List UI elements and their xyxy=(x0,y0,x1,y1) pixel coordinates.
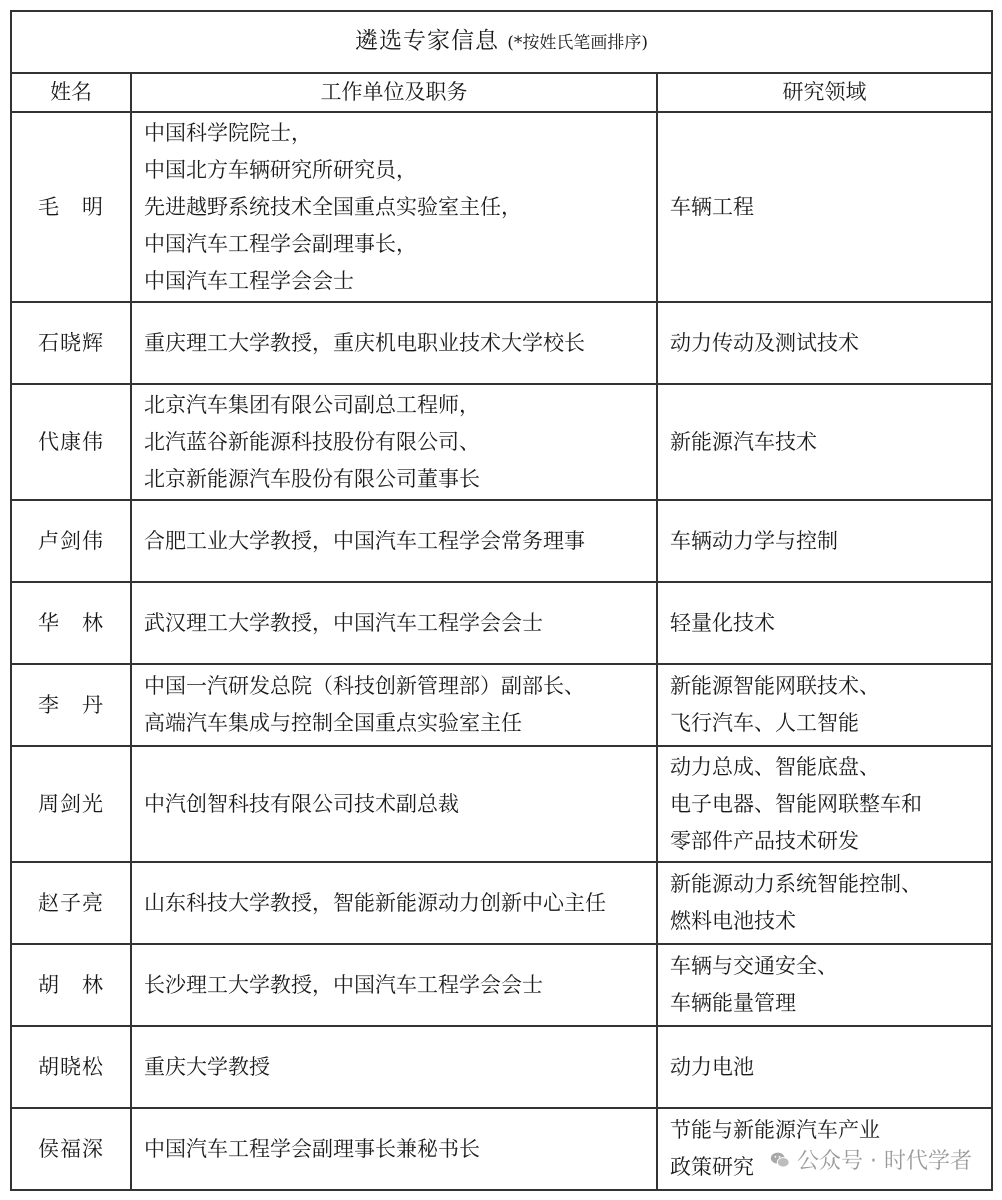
affiliation-line: 山东科技大学教授，智能新能源动力创新中心主任 xyxy=(144,890,606,915)
expert-research-field xyxy=(657,1026,992,1108)
table-row xyxy=(11,862,992,944)
header-field: 研究领域 xyxy=(657,73,992,112)
table-row xyxy=(11,746,992,862)
affiliation-line: 合肥工业大学教授，中国汽车工程学会常务理事 xyxy=(144,528,585,553)
affiliation-line: 中汽创智科技有限公司技术副总裁 xyxy=(144,791,459,816)
affiliation-line: 中国北方车辆研究所研究员， xyxy=(144,157,417,182)
expert-research-field xyxy=(657,500,992,582)
field-line: 政策研究 xyxy=(670,1155,754,1179)
affiliation-line: 中国汽车工程学会副理事长兼秘书长 xyxy=(144,1136,480,1161)
expert-research-field xyxy=(657,664,992,746)
header-name: 姓名 xyxy=(11,73,131,112)
expert-research-field xyxy=(657,944,992,1026)
title-text: 遴选专家信息 xyxy=(354,27,499,54)
expert-affiliation xyxy=(131,500,657,582)
expert-research-field xyxy=(657,112,992,302)
expert-affiliation xyxy=(131,664,657,746)
expert-research-field xyxy=(657,302,992,384)
expert-name: 胡晓松 xyxy=(11,1026,131,1108)
field-line: 车辆工程 xyxy=(670,194,754,219)
affiliation-line: 北京新能源汽车股份有限公司董事长 xyxy=(144,466,480,491)
affiliation-line: 长沙理工大学教授，中国汽车工程学会会士 xyxy=(144,972,543,997)
field-line: 新能源汽车技术 xyxy=(670,429,817,454)
expert-research-field xyxy=(657,862,992,944)
table-row xyxy=(11,112,992,302)
watermark-text: 公众号 · 时代学者 xyxy=(797,1149,972,1174)
field-line: 车辆与交通安全、 xyxy=(670,954,838,978)
header-org: 工作单位及职务 xyxy=(131,73,657,112)
table-title xyxy=(11,11,992,73)
expert-name: 卢剑伟 xyxy=(11,500,131,582)
affiliation-line: 重庆大学教授 xyxy=(144,1054,270,1079)
table-row xyxy=(11,582,992,664)
expert-table xyxy=(10,10,993,1191)
field-line: 燃料电池技术 xyxy=(670,909,796,933)
field-line: 动力总成、智能底盘、 xyxy=(670,754,880,779)
field-line: 车辆能量管理 xyxy=(670,991,796,1015)
affiliation-line: 重庆理工大学教授，重庆机电职业技术大学校长 xyxy=(144,330,585,355)
expert-name: 华 林 xyxy=(11,582,131,664)
expert-affiliation xyxy=(131,112,657,302)
expert-name: 周剑光 xyxy=(11,746,131,862)
table-row xyxy=(11,944,992,1026)
expert-affiliation xyxy=(131,746,657,862)
expert-affiliation xyxy=(131,302,657,384)
expert-affiliation xyxy=(131,944,657,1026)
table-row xyxy=(11,664,992,746)
table-row xyxy=(11,500,992,582)
expert-research-field xyxy=(657,384,992,500)
field-line: 零部件产品技术研发 xyxy=(670,828,859,853)
expert-name: 赵子亮 xyxy=(11,862,131,944)
table-row xyxy=(11,384,992,500)
expert-affiliation xyxy=(131,1108,657,1190)
affiliation-line: 中国一汽研发总院（科技创新管理部）副部长、 xyxy=(144,674,585,698)
field-line: 节能与新能源汽车产业 xyxy=(670,1118,880,1142)
affiliation-line: 高端汽车集成与控制全国重点实验室主任 xyxy=(144,711,522,735)
field-line: 车辆动力学与控制 xyxy=(670,528,838,553)
wechat-icon xyxy=(769,1149,791,1171)
field-line: 动力电池 xyxy=(670,1054,754,1079)
field-line: 新能源智能网联技术、 xyxy=(670,674,880,698)
field-line: 轻量化技术 xyxy=(670,610,775,635)
affiliation-line: 中国科学院院士， xyxy=(144,120,312,145)
affiliation-line: 武汉理工大学教授，中国汽车工程学会会士 xyxy=(144,610,543,635)
affiliation-line: 北汽蓝谷新能源科技股份有限公司、 xyxy=(144,429,480,454)
expert-affiliation xyxy=(131,582,657,664)
affiliation-line: 中国汽车工程学会副理事长， xyxy=(144,231,417,256)
affiliation-line: 先进越野系统技术全国重点实验室主任， xyxy=(144,194,522,219)
expert-name: 胡 林 xyxy=(11,944,131,1026)
title-note: (*按姓氏笔画排序) xyxy=(507,32,649,53)
expert-research-field xyxy=(657,746,992,862)
expert-affiliation xyxy=(131,384,657,500)
field-line: 飞行汽车、人工智能 xyxy=(670,711,859,735)
field-line: 电子电器、智能网联整车和 xyxy=(670,791,922,816)
table-row xyxy=(11,302,992,384)
expert-affiliation xyxy=(131,1026,657,1108)
expert-research-field xyxy=(657,582,992,664)
title-row xyxy=(11,11,992,73)
expert-name: 代康伟 xyxy=(11,384,131,500)
watermark xyxy=(769,1144,972,1175)
field-line: 新能源动力系统智能控制、 xyxy=(670,872,922,896)
table-row xyxy=(11,1026,992,1108)
affiliation-line: 中国汽车工程学会会士 xyxy=(144,268,354,293)
expert-name: 石晓辉 xyxy=(11,302,131,384)
affiliation-line: 北京汽车集团有限公司副总工程师， xyxy=(144,392,480,417)
expert-affiliation xyxy=(131,862,657,944)
expert-name: 李 丹 xyxy=(11,664,131,746)
expert-name: 毛 明 xyxy=(11,112,131,302)
expert-name: 侯福深 xyxy=(11,1108,131,1190)
field-line: 动力传动及测试技术 xyxy=(670,330,859,355)
header-row xyxy=(11,73,992,112)
